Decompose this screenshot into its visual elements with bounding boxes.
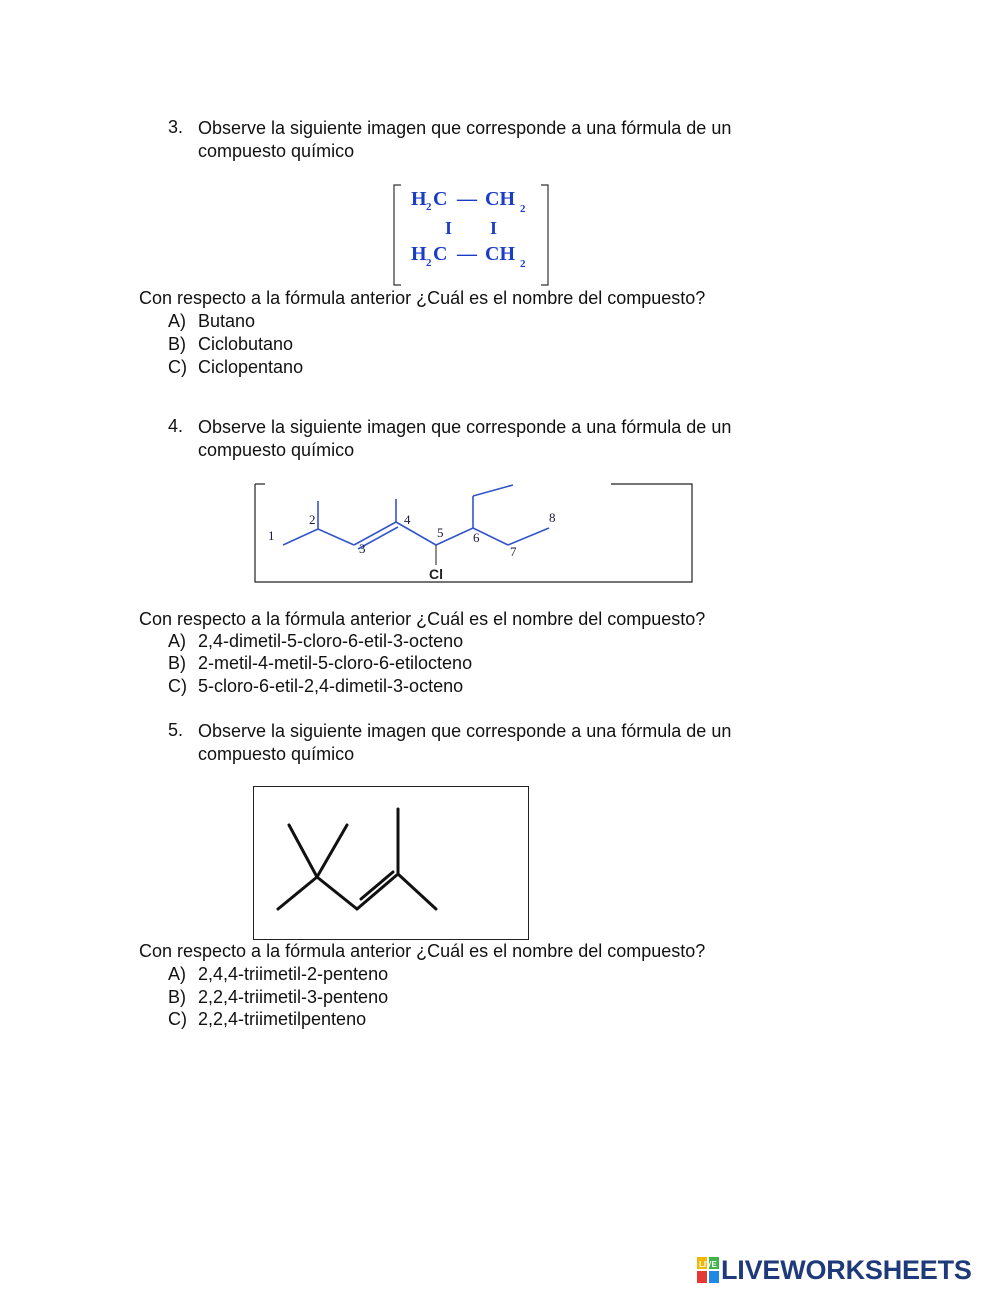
carbon-label-1: 1: [268, 528, 275, 543]
trimethylpentene-structure: [254, 787, 528, 939]
carbon-label-8: 8: [549, 510, 556, 525]
question-prompt: Con respecto a la fórmula anterior ¿Cuál es el nombre del compuesto?: [139, 941, 706, 961]
question-text: Observe la siguiente imagen que corresponde a una fórmula de un: [198, 118, 732, 138]
left-bracket: [394, 185, 401, 285]
formula-left-bond: I: [445, 218, 453, 238]
liveworksheets-mark-icon: [697, 1257, 719, 1283]
carbon-label-3: 3: [359, 541, 366, 556]
carbon-label-7: 7: [510, 544, 517, 559]
formula-bottom-dash: —: [457, 243, 477, 265]
option-letter: C): [168, 1009, 187, 1029]
chloro-octene-structure: [253, 482, 694, 584]
question-prompt: Con respecto a la fórmula anterior ¿Cuál es el nombre del compuesto?: [139, 288, 706, 308]
right-bracket: [541, 185, 548, 285]
question-number: 5.: [168, 720, 184, 740]
formula-right-bond: I: [490, 218, 498, 238]
question-text: Observe la siguiente imagen que corresponde a una fórmula de un: [198, 721, 732, 741]
option-letter: C): [168, 676, 187, 696]
formula-bottom-right-sub: 2: [520, 258, 526, 270]
question-number: 4.: [168, 416, 184, 436]
logo-text: LIVEWORKSHEETS: [721, 1254, 972, 1285]
skeleton-bonds: [283, 485, 549, 549]
option-letter: B): [168, 334, 186, 354]
option-letter: A): [168, 964, 186, 984]
formula-bottom-left-c: C: [433, 243, 448, 265]
option-text[interactable]: 2,4,4-triimetil-2-penteno: [198, 964, 389, 984]
formula-bottom-left-sub: 2: [426, 257, 432, 269]
carbon-label-6: 6: [473, 530, 480, 545]
option-text[interactable]: 2,4-dimetil-5-cloro-6-etil-3-octeno: [198, 631, 464, 651]
option-letter: B): [168, 653, 186, 673]
question-text-cont: compuesto químico: [198, 141, 355, 161]
option-text[interactable]: 5-cloro-6-etil-2,4-dimetil-3-octeno: [198, 676, 464, 696]
question-text: Observe la siguiente imagen que corresponde a una fórmula de un: [198, 417, 732, 437]
formula-bottom-left-h: H: [411, 243, 427, 265]
chloro-octene-figure: [253, 482, 694, 584]
carbon-label-4: 4: [404, 512, 411, 527]
option-letter: C): [168, 357, 187, 377]
question-text-cont: compuesto químico: [198, 744, 355, 764]
formula-top-left-c: C: [433, 188, 448, 210]
formula-top-dash: —: [457, 188, 477, 210]
option-letter: A): [168, 311, 186, 331]
formula-top-right-ch: CH: [485, 188, 515, 210]
option-letter: A): [168, 631, 186, 651]
carbon-label-2: 2: [309, 512, 316, 527]
question-prompt: Con respecto a la fórmula anterior ¿Cuál es el nombre del compuesto?: [139, 609, 706, 629]
formula-top-left-sub: 2: [426, 201, 432, 213]
option-text[interactable]: 2-metil-4-metil-5-cloro-6-etilocteno: [198, 653, 473, 673]
trimethylpentene-figure: [253, 786, 529, 940]
logo-mark-text: LIVE: [699, 1260, 717, 1269]
chlorine-label: Cl: [429, 566, 443, 582]
carbon-label-5: 5: [437, 525, 444, 540]
option-text[interactable]: 2,2,4-triimetil-3-penteno: [198, 987, 389, 1007]
cyclobutane-formula: [391, 183, 551, 287]
formula-top-left-h: H: [411, 188, 427, 210]
skeleton-bonds: [278, 809, 436, 909]
option-text[interactable]: Ciclobutano: [198, 334, 294, 354]
option-text[interactable]: Butano: [198, 311, 256, 331]
cyclobutane-formula-figure: [391, 183, 551, 287]
option-letter: B): [168, 987, 186, 1007]
formula-top-right-sub: 2: [520, 203, 526, 215]
formula-bottom-right-ch: CH: [485, 243, 515, 265]
question-number: 3.: [168, 117, 184, 137]
option-text[interactable]: Ciclopentano: [198, 357, 304, 377]
liveworksheets-logo: [697, 1254, 972, 1286]
option-text[interactable]: 2,2,4-triimetilpenteno: [198, 1009, 367, 1029]
question-text-cont: compuesto químico: [198, 440, 355, 460]
